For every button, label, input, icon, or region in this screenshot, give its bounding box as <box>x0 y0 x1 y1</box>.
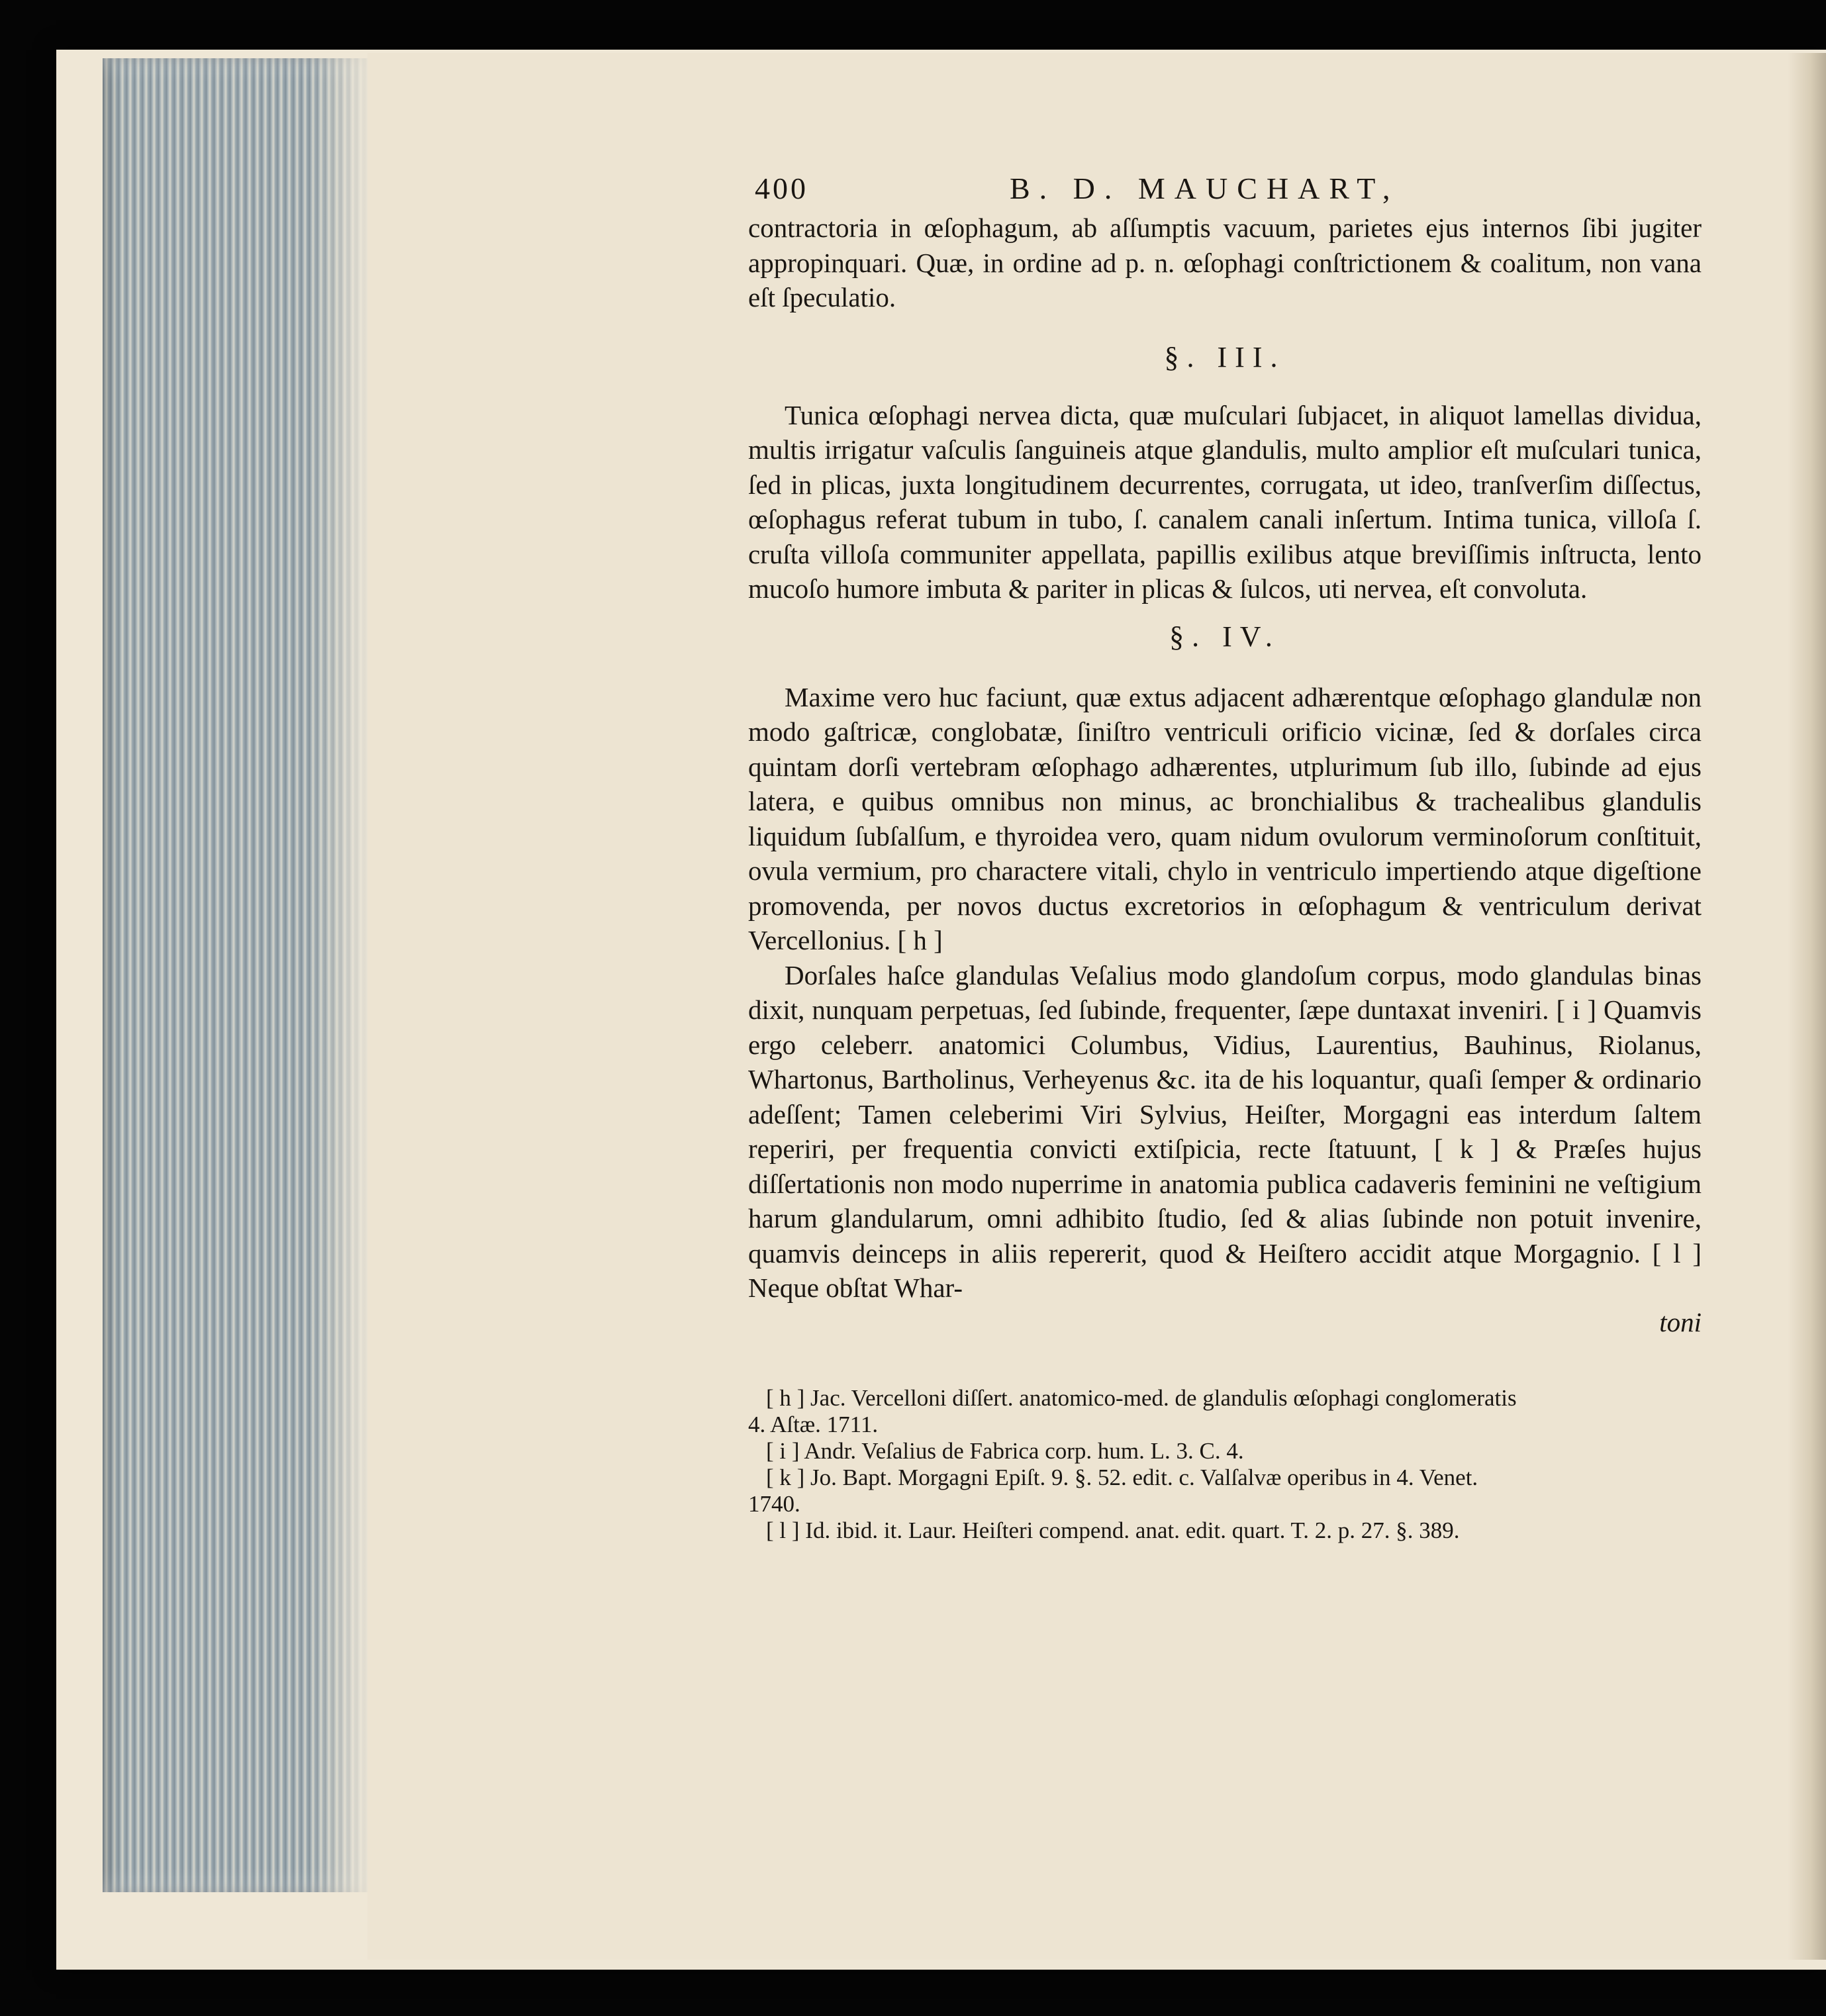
footnote-h-cont: 4. Aſtæ. 1711. <box>748 1411 879 1437</box>
running-title: B. D. MAUCHART, <box>1010 171 1400 205</box>
footnote-l: [ l ] Id. ibid. it. Laur. Heiſteri compend. anat. edit. quart. T. 2. p. 27. §. 389. <box>766 1517 1460 1543</box>
paragraph-intro: contractoria in œſophagum, ab aſſumptis vacuum, parietes ejus internos ſibi jugiter appropinquari. Quæ, in ordine ad p. n. œſophagi conſtrictionem & coalitum, non vana eſt ſpeculatio. <box>748 213 1702 312</box>
catchword: toni <box>1659 1306 1702 1337</box>
footnotes <box>748 1385 1702 1544</box>
footnote-k: [ k ] Jo. Bapt. Morgagni Epiſt. 9. §. 52. edit. c. Valſalvæ operibus in 4. Venet. <box>766 1464 1478 1490</box>
section-heading-4: §. IV. <box>1169 620 1280 653</box>
footnote-h: [ h ] Jac. Vercelloni diſſert. anatomico-med. de glandulis œſophagi conglomeratis <box>766 1384 1517 1411</box>
footnote-i: [ i ] Andr. Veſalius de Fabrica corp. hum. L. 3. C. 4. <box>766 1437 1244 1464</box>
running-head <box>748 164 1702 211</box>
section-heading-3: §. III. <box>1164 340 1286 373</box>
paragraph-section-4b: Dorſales haſce glandulas Veſalius modo glandoſum corpus, modo glandulas binas dixit, nunquam perpetuas, ſed ſubinde, frequenter, ſæpe duntaxat inveniri. [ i ] Quamvis ergo celeberr. anatomici Columbus, Vidius, Laurentius, Bauhinus, Riolanus, Whartonus, Bartholinus, Verheyenus &c. ita de his loquantur, quaſi ſemper & ordinario adeſſent; Tamen celeberimi Viri Sylvius, Heiſter, Morgagni eas interdum ſaltem reperiri, per frequentia convicti extiſpicia, recte ſtatuunt, [ k ] & Præſes hujus diſſertationis non modo nuperrime in anatomia publica cadaveris feminini ne veſtigium harum glandularum, omni adhibito ſtudio, ſed & alias ſubinde non potuit invenire, quamvis deinceps in aliis repererit, quod & Heiſtero accidit atque Morgagnio. [ l ] Neque obſtat Whar- <box>748 959 1702 1303</box>
footnote-k-cont: 1740. <box>748 1490 800 1517</box>
page-gutter <box>1788 53 1826 1960</box>
paragraph-section-3: Tunica œſophagi nervea dicta, quæ muſculari ſubjacet, in aliquot lamellas dividua, multis irrigatur vaſculis ſanguineis atque glandulis, multo amplior eſt muſculari tunica, ſed in plicas, juxta longitudinem decurrentes, corrugata, ut ideo, tranſverſim diſſectus, œſophagus referat tubum in tubo, ſ. canalem canali inſertum. Intima tunica, villoſa ſ. cruſta villoſa communiter appellata, papillis exilibus atque breviſſimis inſtructa, lento mucoſo humore imbuta & pariter in plicas & ſulcos, uti nervea, eſt convoluta. <box>748 399 1702 604</box>
page-text-block <box>748 164 1702 1544</box>
page-edge-fade <box>311 58 367 1892</box>
page-number: 400 <box>755 171 808 205</box>
paragraph-section-4a: Maxime vero huc faciunt, quæ extus adjacent adhærentque œſophago glandulæ non modo gaſtricæ, conglobatæ, ſiniſtro ventriculi orificio vicinæ, ſed & dorſales circa quintam dorſi vertebram œſophago adhærentes, utplurimum ſub illo, ſubinde ad ejus latera, e quibus omnibus non minus, ac bronchialibus & trachealibus glandulis liquidum ſubſalſum, e thyroidea vero, quam nidum ovulorum verminoſorum conſtituit, ovula vermium, pro charactere vitali, chylo in ventriculo impertiendo atque digeſtione promovenda, per novos ductus excretorios in œſophagum & ventriculum derivat Vercellonius. [ h ] <box>748 681 1702 955</box>
